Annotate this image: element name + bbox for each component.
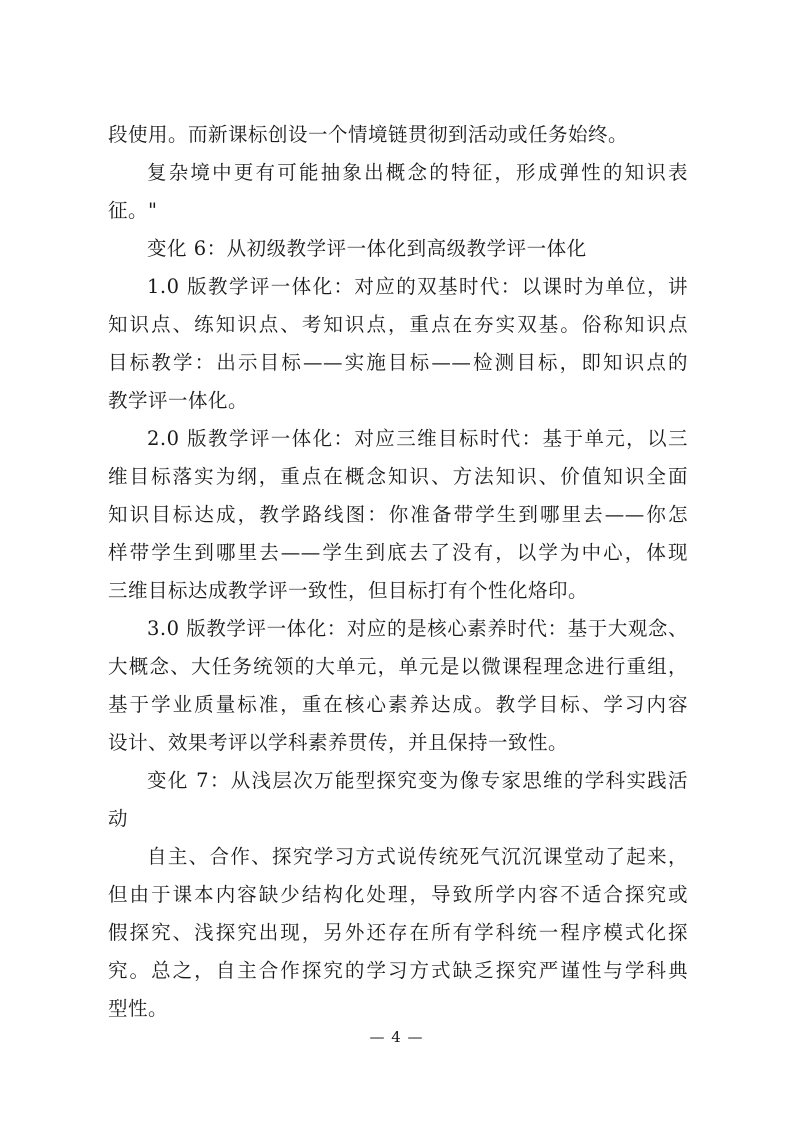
text-line: 段使用。而新课标创设一个情境链贯彻到活动或任务始终。 bbox=[108, 123, 629, 146]
section-heading: 变化 7：从浅层次万能型探究变为像专家思维的学科实践活 bbox=[147, 769, 688, 792]
text-line: 样带学生到哪里去——学生到底去了没有，以学为中心，体现 bbox=[108, 541, 688, 564]
text-line: 复杂境中更有可能抽象出概念的特征，形成弹性的知识表 bbox=[147, 161, 688, 184]
text-line: 大概念、大任务统领的大单元，单元是以微课程理念进行重组， bbox=[108, 655, 688, 678]
text-line: 知识目标达成，教学路线图：你准备带学生到哪里去——你怎 bbox=[108, 503, 688, 526]
text-line: 教学评一体化。 bbox=[108, 389, 249, 412]
page-number: — 4 — bbox=[369, 1028, 424, 1046]
text-line: 究。总之，自主合作探究的学习方式缺乏探究严谨性与学科典 bbox=[108, 959, 688, 982]
text-line: 目标教学：出示目标——实施目标——检测目标，即知识点的 bbox=[108, 351, 688, 374]
text-line: 但由于课本内容缺少结构化处理，导致所学内容不适合探究或 bbox=[108, 883, 688, 906]
text-line: 自主、合作、探究学习方式说传统死气沉沉课堂动了起来， bbox=[147, 845, 688, 868]
text-line: 1.0 版教学评一体化：对应的双基时代：以课时为单位，讲 bbox=[147, 275, 688, 298]
text-line: 假探究、浅探究出现，另外还存在所有学科统一程序模式化探 bbox=[108, 921, 688, 944]
text-line: 知识点、练知识点、考知识点，重点在夯实双基。俗称知识点 bbox=[108, 313, 688, 336]
text-line: 基于学业质量标准，重在核心素养达成。教学目标、学习内容 bbox=[108, 693, 688, 716]
text-line: 征。" bbox=[108, 199, 158, 222]
text-line: 维目标落实为纲，重点在概念知识、方法知识、价值知识全面 bbox=[108, 465, 688, 488]
section-heading: 变化 6：从初级教学评一体化到高级教学评一体化 bbox=[147, 237, 587, 260]
text-line: 设计、效果考评以学科素养贯传，并且保持一致性。 bbox=[108, 731, 569, 754]
text-line: 型性。 bbox=[108, 997, 169, 1020]
text-line: 三维目标达成教学评一致性，但目标打有个性化烙印。 bbox=[108, 579, 589, 602]
text-line: 2.0 版教学评一体化：对应三维目标时代：基于单元，以三 bbox=[147, 427, 688, 450]
text-line: 3.0 版教学评一体化：对应的是核心素养时代：基于大观念、 bbox=[147, 617, 688, 640]
section-heading: 动 bbox=[108, 807, 129, 830]
